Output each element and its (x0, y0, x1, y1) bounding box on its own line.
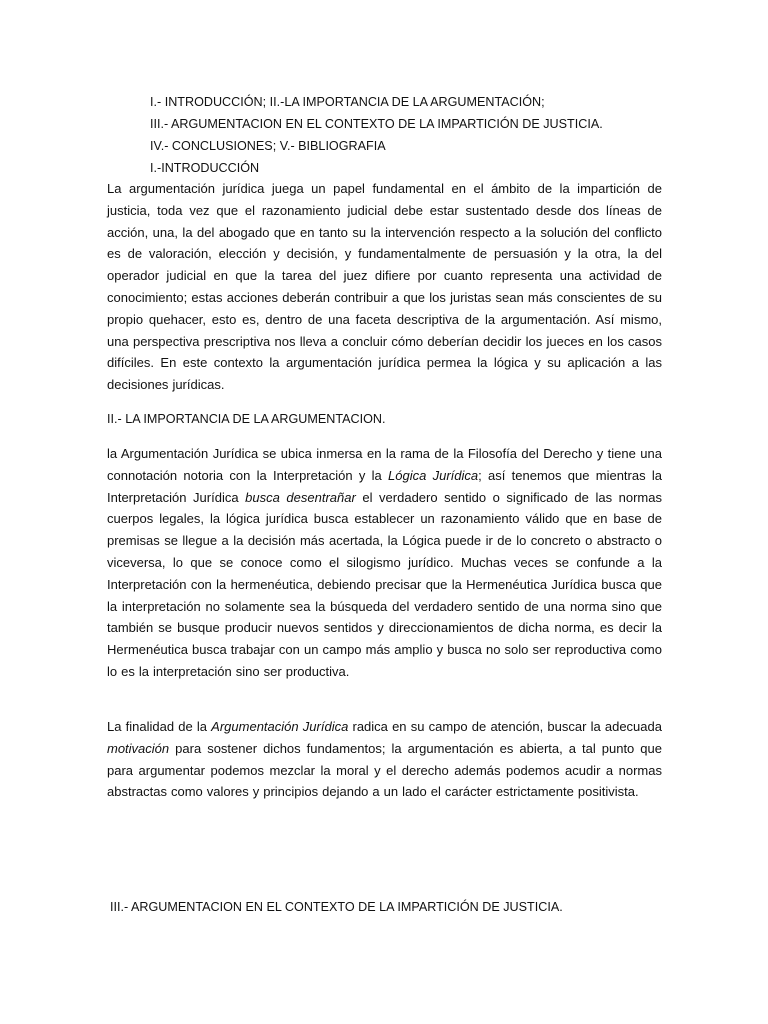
section-heading-importance: II.- LA IMPORTANCIA DE LA ARGUMENTACION. (107, 412, 386, 426)
toc-line: III.- ARGUMENTACION EN EL CONTEXTO DE LA IMPARTICIÓN DE JUSTICIA. (150, 117, 603, 131)
importance-paragraph (107, 443, 662, 683)
paragraph-italic-text: motivación (107, 740, 170, 756)
toc-line: I.- INTRODUCCIÓN; II.-LA IMPORTANCIA DE LA ARGUMENTACIÓN; (150, 95, 545, 109)
section-heading-context: III.- ARGUMENTACION EN EL CONTEXTO DE LA IMPARTICIÓN DE JUSTICIA. (110, 900, 563, 914)
paragraph-text: La finalidad de la (107, 719, 212, 734)
paragraph-text: para sostener dichos fundamentos; la argumentación es abierta, a tal punto que para argumentar podemos mezclar la moral y el derecho además podemos acudir a normas abstractas como valores y principios dejando a un lado el carácter estrictamente positivista. (107, 740, 662, 800)
toc-line: I.-INTRODUCCIÓN (150, 161, 260, 175)
paragraph-italic-text: Lógica Jurídica (388, 467, 479, 483)
paragraph-text: radica en su campo de atención, buscar la adecuada (348, 719, 662, 734)
purpose-paragraph (107, 716, 662, 803)
paragraph-text: ; así tenemos que mientras la Interpretación Jurídica (107, 467, 662, 505)
paragraph-text: la Argumentación Jurídica se ubica inmersa en la rama de la Filosofía del Derecho y tiene una connotación notoria con la Interpretación y la (107, 446, 662, 483)
paragraph-text: el verdadero sentido o significado de las normas cuerpos legales, la lógica jurídica busca establecer un razonamiento válido que en base de premisas se llegue a la decisión más acertada, la Lógica puede ir de lo concreto o abstracto o viceversa, lo que se conoce como el silogismo jurídico. Muchas veces se confunde a la Interpretación con la hermenéutica, debiendo precisar que la Hermenéutica Jurídica busca que la interpretación no solamente sea la búsqueda del verdadero sentido de una norma sino que también se busque producir nuevos sentidos y direccionamientos de dicha norma, es decir la Hermenéutica busca trabajar con un campo más amplio y busca no solo ser reproductiva como lo es la interpretación sino ser productiva. (107, 489, 662, 679)
paragraph-italic-text: Argumentación Jurídica (211, 719, 349, 734)
table-of-contents (150, 91, 690, 179)
toc-line: IV.- CONCLUSIONES; V.- BIBLIOGRAFIA (150, 139, 386, 153)
paragraph-italic-text: busca desentrañar (245, 489, 356, 505)
introduction-paragraph: La argumentación jurídica juega un papel fundamental en el ámbito de la impartición de justicia, toda vez que el razonamiento judicial debe estar sustentado desde dos líneas de acción, una, la del abogado que en tanto su la intervención respecto a la solución del conflicto es de valoración, elección y decisión, y fundamentalmente de persuasión y la otra, la del operador judicial en que la tarea del juez difiere por cuanto representa una actividad de conocimiento; estas acciones deberán contribuir a que los juristas sean más conscientes de su propio quehacer, esto es, dentro de una faceta descriptiva de la argumentación. Así mismo, una perspectiva prescriptiva nos lleva a concluir cómo deberían decidir los jueces en los casos difíciles. En este contexto la argumentación jurídica permea la lógica y su aplicación a las decisiones jurídicas. (107, 181, 662, 393)
